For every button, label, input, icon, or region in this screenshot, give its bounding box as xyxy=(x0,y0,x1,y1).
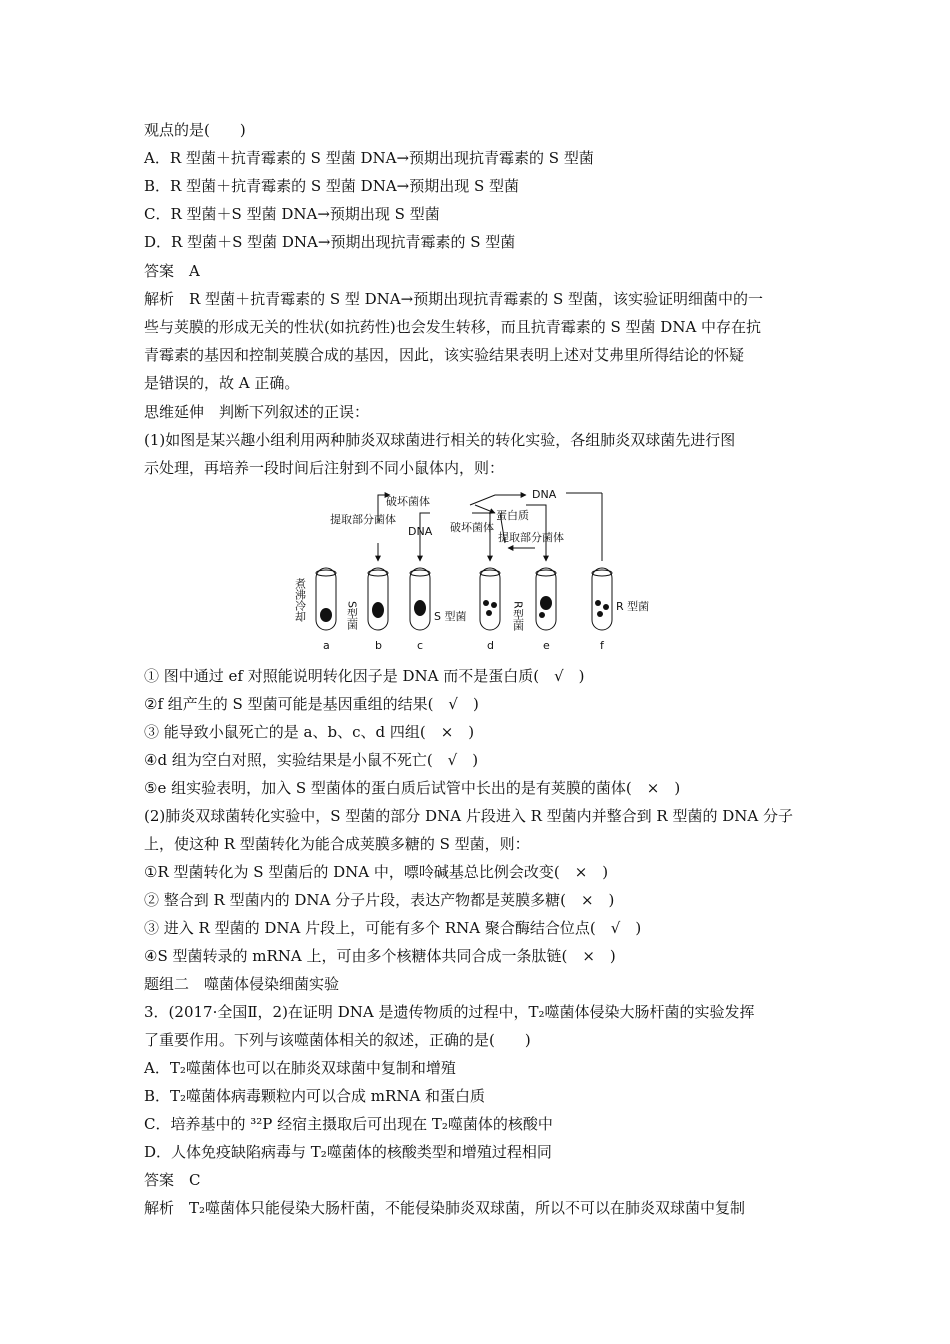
label-r-type-vertical: R型菌 xyxy=(511,601,525,631)
label-destroy-1: 破坏菌体 xyxy=(386,495,430,508)
tube-a xyxy=(316,568,336,630)
tube-c xyxy=(410,568,430,630)
tube-f xyxy=(592,568,612,630)
tube-b xyxy=(368,568,388,630)
judge-2-3: ③ 进入 R 型菌的 DNA 片段上，可能有多个 RNA 聚合酶结合位点( √ ) xyxy=(144,919,642,937)
label-protein: 蛋白质 xyxy=(496,509,529,522)
label-s-type: S 型菌 xyxy=(434,610,467,623)
judge-2-1: ①R 型菌转化为 S 型菌后的 DNA 中，嘌呤碱基总比例会改变( × ) xyxy=(144,863,609,881)
tube-label-c: c xyxy=(417,639,424,652)
label-s-type-vertical: S型菌 xyxy=(345,601,359,630)
analysis-line-1: 解析 R 型菌＋抗青霉素的 S 型 DNA→预期出现抗青霉素的 S 型菌，该实验证明细菌中的一 xyxy=(144,290,764,308)
tube-label-d: d xyxy=(487,639,494,652)
option-c: C．R 型菌＋S 型菌 DNA→预期出现 S 型菌 xyxy=(144,205,440,223)
transformation-experiment-figure xyxy=(290,483,670,653)
q3-answer: 答案 C xyxy=(144,1171,201,1189)
q3-analysis-line-1: 解析 T₂噬菌体只能侵染大肠杆菌，不能侵染肺炎双球菌，所以不可以在肺炎双球菌中复制 xyxy=(144,1199,746,1217)
judge-1-2: ②f 组产生的 S 型菌可能是基因重组的结果( √ ) xyxy=(144,695,479,713)
judge-1-1: ① 图中通过 ef 对照能说明转化因子是 DNA 而不是蛋白质( √ ) xyxy=(144,667,585,685)
label-destroy-2: 破坏菌体 xyxy=(450,521,494,534)
q3-option-c: C．培养基中的 ³²P 经宿主摄取后可出现在 T₂噬菌体的核酸中 xyxy=(144,1115,553,1133)
analysis-line-2: 些与荚膜的形成无关的性状(如抗药性)也会发生转移，而且抗青霉素的 S 型菌 DNA 中存在抗 xyxy=(144,318,762,336)
option-d: D．R 型菌＋S 型菌 DNA→预期出现抗青霉素的 S 型菌 xyxy=(144,233,516,251)
tube-label-f: f xyxy=(600,639,604,652)
judge-1-4: ④d 组为空白对照，实验结果是小鼠不死亡( √ ) xyxy=(144,751,479,769)
analysis-line-4: 是错误的，故 A 正确。 xyxy=(144,374,300,392)
judge-1-3: ③ 能导致小鼠死亡的是 a、b、c、d 四组( × ) xyxy=(144,723,475,741)
option-a: A．R 型菌＋抗青霉素的 S 型菌 DNA→预期出现抗青霉素的 S 型菌 xyxy=(144,149,594,167)
q3-option-d: D．人体免疫缺陷病毒与 T₂噬菌体的核酸类型和增殖过程相同 xyxy=(144,1143,552,1161)
q3-option-b: B．T₂噬菌体病毒颗粒内可以合成 mRNA 和蛋白质 xyxy=(144,1087,486,1105)
judge-2-4: ④S 型菌转录的 mRNA 上，可由多个核糖体共同合成一条肽链( × ) xyxy=(144,947,616,965)
extension-q1-line-1: (1)如图是某兴趣小组利用两种肺炎双球菌进行相关的转化实验，各组肺炎双球菌先进行图 xyxy=(144,431,736,449)
option-b: B．R 型菌＋抗青霉素的 S 型菌 DNA→预期出现 S 型菌 xyxy=(144,177,520,195)
label-extract-2: 提取部分菌体 xyxy=(498,531,564,544)
analysis-line-3: 青霉素的基因和控制荚膜合成的基因，因此，该实验结果表明上述对艾弗里所得结论的怀疑 xyxy=(144,346,745,364)
judge-2-2: ② 整合到 R 型菌内的 DNA 分子片段，表达产物都是荚膜多糖( × ) xyxy=(144,891,615,909)
label-r-type: R 型菌 xyxy=(616,600,650,613)
q3-option-a: A．T₂噬菌体也可以在肺炎双球菌中复制和增殖 xyxy=(144,1059,456,1077)
extension-q1-line-2: 示处理，再培养一段时间后注射到不同小鼠体内，则： xyxy=(144,459,505,477)
question-stem-end: 观点的是( ) xyxy=(144,121,246,139)
tube-e xyxy=(536,568,556,630)
extension-heading: 思维延伸 判断下列叙述的正误： xyxy=(144,403,370,421)
tube-d xyxy=(480,568,500,630)
label-extract-1: 提取部分菌体 xyxy=(330,513,396,526)
extension-q2-line-2: 上，使这种 R 型菌转化为能合成荚膜多糖的 S 型菌，则： xyxy=(144,835,530,853)
label-dna-mid: DNA xyxy=(408,525,433,538)
label-boil-cool: 煮沸冷却 xyxy=(293,578,307,622)
label-dna-top: DNA xyxy=(532,488,557,501)
judge-1-5: ⑤e 组实验表明，加入 S 型菌体的蛋白质后试管中长出的是有荚膜的菌体( × ) xyxy=(144,779,681,797)
answer: 答案 A xyxy=(144,262,200,280)
question-3-line-2: 了重要作用。下列与该噬菌体相关的叙述，正确的是( ) xyxy=(144,1031,531,1049)
tube-label-a: a xyxy=(323,639,330,652)
extension-q2-line-1: (2)肺炎双球菌转化实验中，S 型菌的部分 DNA 片段进入 R 型菌内并整合到 R 型菌的 DNA 分子 xyxy=(144,807,793,825)
tube-label-b: b xyxy=(375,639,382,652)
group-two-heading: 题组二 噬菌体侵染细菌实验 xyxy=(144,975,340,993)
tube-label-e: e xyxy=(543,639,550,652)
question-3-line-1: 3．(2017·全国Ⅱ，2)在证明 DNA 是遗传物质的过程中，T₂噬菌体侵染大肠杆菌的实验发挥 xyxy=(144,1003,755,1021)
